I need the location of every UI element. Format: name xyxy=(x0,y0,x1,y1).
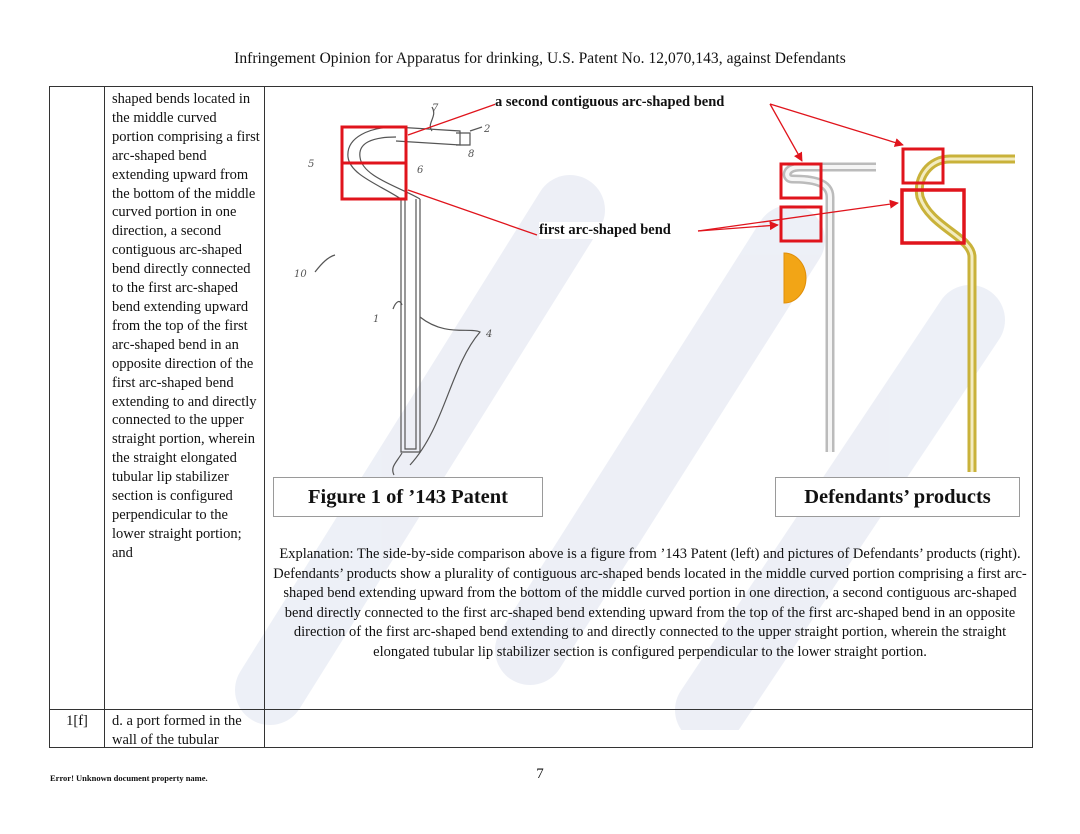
product-1-tube-inner xyxy=(787,167,876,452)
product-straw-1 xyxy=(784,167,876,452)
product-2-tube-outer xyxy=(919,159,1015,472)
patent-ref-5: 5 xyxy=(308,159,315,170)
patent-ref-6: 6 xyxy=(417,165,424,176)
patent-ref-2: 2 xyxy=(484,124,491,135)
patent-straw-outer xyxy=(401,199,420,452)
patent-second-bend-box xyxy=(342,127,406,163)
callout-second-bend: a second contiguous arc-shaped bend xyxy=(495,94,725,110)
footer-property-error: Error! Unknown document property name. xyxy=(50,773,208,783)
figure-caption-products: Defendants’ products xyxy=(775,477,1020,517)
callout-first-bend: first arc-shaped bend xyxy=(539,222,671,238)
product-2-tube-inner xyxy=(919,159,1015,472)
claim-element-text: shaped bends located in the middle curved portion comprising a first arc-shaped bend extending upward from the bottom of the middle curved portion in one direction, a second contiguous arc-shaped bend directly connected to the first arc-shaped bend extending upward from the top of the first arc-shaped bend in an opposite direction of the first arc-shaped bend extending to and directly connected to the upper straight portion, wherein the straight elongated tubular lip stabilizer section is configured perpendicular to the lower straight portion; and xyxy=(112,91,260,561)
claim-element-text-next: d. a port formed in the wall of the tubular xyxy=(112,713,242,748)
explanation-paragraph: Explanation: The side-by-side comparison above is a figure from ’143 Patent (left) and pictures of Defendants’ products (right). Defendants’ products show a plurality of contiguous arc-shaped bends located in the middle curved portion comprising a first arc-shaped bend extending upward from the bottom of the middle curved portion in one direction, a second contiguous arc-shaped bend directly connected to the first arc-shaped bend extending upward from the top of the first arc-shaped bend in an opposite direction of the first arc-shaped bend extending to and directly connected to the upper straight portion, wherein the straight elongated tubular lip stabilizer section is configured perpendicular to the lower straight portion. xyxy=(273,546,1027,660)
row-divider xyxy=(50,709,1032,710)
patent-bottom-tail xyxy=(393,453,402,475)
patent-ref-8: 8 xyxy=(468,149,475,160)
patent-ref-1: 1 xyxy=(373,314,380,325)
patent-ref-10: 10 xyxy=(294,269,307,280)
patent-leader-10 xyxy=(315,255,335,272)
patent-curve-inner xyxy=(360,137,420,199)
orange-slice xyxy=(784,253,806,303)
product-straw-2 xyxy=(919,159,1015,472)
patent-first-bend-box xyxy=(342,163,406,199)
page-header: Infringement Opinion for Apparatus for drinking, U.S. Patent No. 12,070,143, against Defendants xyxy=(234,50,846,67)
patent-ref-7: 7 xyxy=(432,103,439,114)
claim-chart-table xyxy=(49,86,1033,748)
figure-caption-patent: Figure 1 of ’143 Patent xyxy=(273,477,543,517)
claim-number: 1[f] xyxy=(66,713,88,729)
patent-cap xyxy=(456,133,470,145)
arrow-line-first-patent xyxy=(408,190,537,235)
page-number: 7 xyxy=(536,766,544,782)
product-1-first-bend-box xyxy=(781,207,821,241)
patent-ref-4: 4 xyxy=(486,329,493,340)
patent-leader-2 xyxy=(470,127,482,131)
patent-straw-inner xyxy=(405,199,416,449)
